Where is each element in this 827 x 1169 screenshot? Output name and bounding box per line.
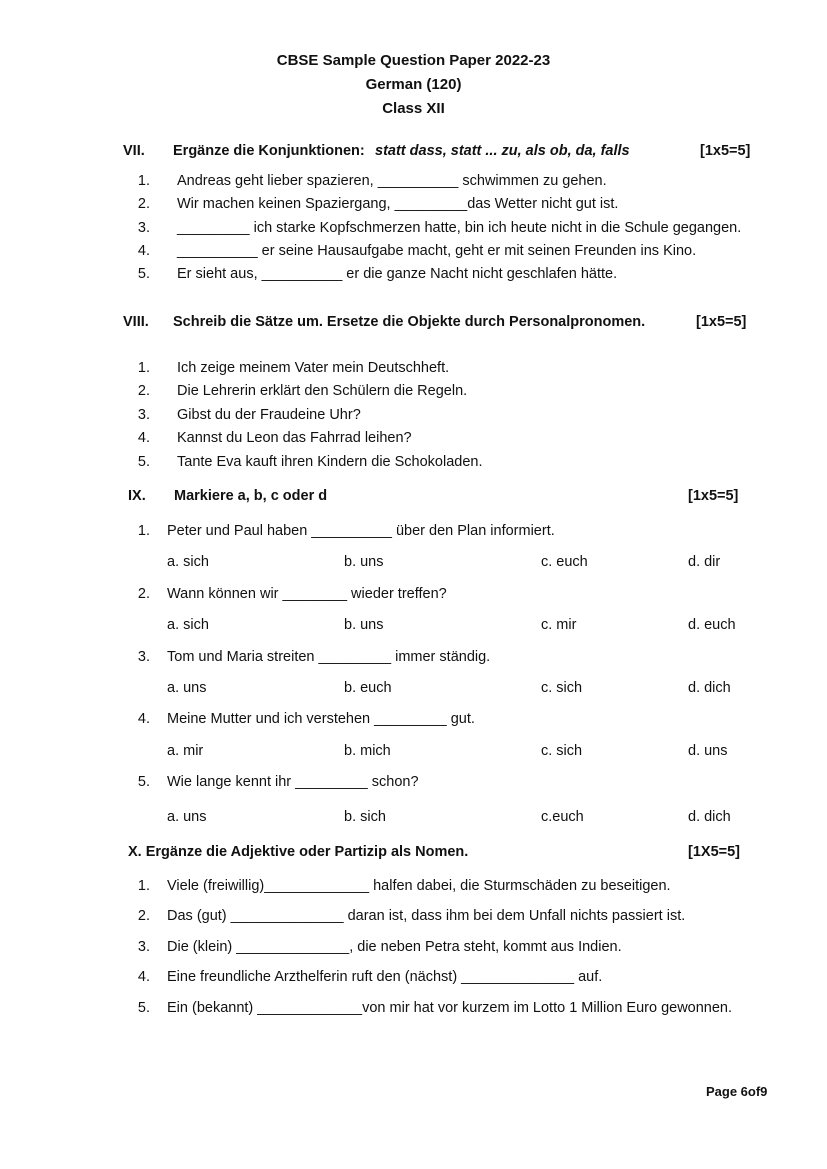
item-text: Kannst du Leon das Fahrrad leihen? bbox=[177, 430, 412, 446]
item-text: Er sieht aus, __________ er die ganze Nacht nicht geschlafen hätte. bbox=[177, 266, 618, 282]
question-text: Peter und Paul haben __________ über den Plan informiert. bbox=[167, 523, 555, 539]
item-text: Wir machen keinen Spaziergang, _________das Wetter nicht gut ist. bbox=[177, 196, 619, 212]
item-text: __________ er seine Hausaufgabe macht, geht er mit seinen Freunden ins Kino. bbox=[177, 243, 697, 259]
option-b: b. sich bbox=[344, 809, 386, 825]
item-number: 3. bbox=[137, 939, 150, 955]
option-b: b. uns bbox=[344, 554, 384, 570]
item-number: 2. bbox=[137, 383, 150, 399]
question-text: Wie lange kennt ihr _________ schon? bbox=[167, 774, 419, 790]
question-number: 3. bbox=[137, 649, 150, 665]
option-a: a. sich bbox=[167, 617, 209, 633]
item-number: 4. bbox=[137, 430, 150, 446]
item-text: Ich zeige meinem Vater mein Deutschheft. bbox=[177, 360, 450, 376]
section-7-number: VII. bbox=[123, 143, 145, 159]
item-number: 4. bbox=[137, 243, 150, 259]
section-8-number: VIII. bbox=[123, 314, 149, 330]
page-number: Page 6of9 bbox=[706, 1084, 768, 1099]
item-number: 4. bbox=[137, 969, 150, 985]
item-number: 1. bbox=[137, 173, 150, 189]
section-8-instruction: Schreib die Sätze um. Ersetze die Objekte durch Personalpronomen. bbox=[173, 314, 646, 330]
section-10-heading: X. Ergänze die Adjektive oder Partizip als Nomen. bbox=[128, 844, 469, 860]
paper-class: Class XII bbox=[382, 100, 445, 117]
item-text: Eine freundliche Arzthelferin ruft den (nächst) ______________ auf. bbox=[167, 969, 603, 985]
section-9-instruction: Markiere a, b, c oder d bbox=[174, 488, 328, 504]
option-c: c. euch bbox=[541, 554, 588, 570]
item-number: 2. bbox=[137, 908, 150, 924]
paper-subject: German (120) bbox=[365, 76, 462, 93]
section-9-number: IX. bbox=[128, 488, 146, 504]
section-9-marks: [1x5=5] bbox=[688, 488, 739, 504]
section-7-marks: [1x5=5] bbox=[700, 143, 751, 159]
option-b: b. euch bbox=[344, 680, 392, 696]
item-number: 5. bbox=[137, 454, 150, 470]
question-number: 1. bbox=[137, 523, 150, 539]
item-text: Das (gut) ______________ daran ist, dass ihm bei dem Unfall nichts passiert ist. bbox=[167, 908, 686, 924]
question-number: 2. bbox=[137, 586, 150, 602]
question-text: Tom und Maria streiten _________ immer ständig. bbox=[167, 649, 491, 665]
item-number: 3. bbox=[137, 407, 150, 423]
question-text: Wann können wir ________ wieder treffen? bbox=[167, 586, 447, 602]
option-a: a. mir bbox=[167, 743, 204, 759]
option-c: c. sich bbox=[541, 743, 583, 759]
option-a: a. sich bbox=[167, 554, 209, 570]
item-number: 1. bbox=[137, 878, 150, 894]
item-text: Die Lehrerin erklärt den Schülern die Regeln. bbox=[177, 383, 468, 399]
item-text: Die (klein) ______________, die neben Petra steht, kommt aus Indien. bbox=[167, 939, 622, 955]
section-8-marks: [1x5=5] bbox=[696, 314, 747, 330]
item-text: _________ ich starke Kopfschmerzen hatte, bin ich heute nicht in die Schule gegangen. bbox=[177, 220, 742, 236]
section-10-marks: [1X5=5] bbox=[688, 844, 740, 860]
item-text: Viele (freiwillig)_____________ halfen dabei, die Sturmschäden zu beseitigen. bbox=[167, 878, 671, 894]
option-b: b. uns bbox=[344, 617, 384, 633]
item-text: Tante Eva kauft ihren Kindern die Schokoladen. bbox=[177, 454, 483, 470]
option-d: d. uns bbox=[688, 743, 728, 759]
paper-title: CBSE Sample Question Paper 2022-23 bbox=[276, 52, 551, 69]
question-number: 4. bbox=[137, 711, 150, 727]
item-number: 2. bbox=[137, 196, 150, 212]
question-number: 5. bbox=[137, 774, 150, 790]
question-text: Meine Mutter und ich verstehen _________ gut. bbox=[167, 711, 475, 727]
option-a: a. uns bbox=[167, 680, 207, 696]
item-number: 1. bbox=[137, 360, 150, 376]
item-text: Andreas geht lieber spazieren, __________ schwimmen zu gehen. bbox=[177, 173, 607, 189]
item-number: 3. bbox=[137, 220, 150, 236]
option-d: d. dich bbox=[688, 680, 731, 696]
option-d: d. dir bbox=[688, 554, 721, 570]
item-number: 5. bbox=[137, 1000, 150, 1016]
option-d: d. dich bbox=[688, 809, 731, 825]
option-c: c. sich bbox=[541, 680, 583, 696]
section-7-instruction: Ergänze die Konjunktionen: bbox=[173, 143, 365, 159]
option-a: a. uns bbox=[167, 809, 207, 825]
item-number: 5. bbox=[137, 266, 150, 282]
option-d: d. euch bbox=[688, 617, 736, 633]
item-text: Gibst du der Fraudeine Uhr? bbox=[177, 407, 361, 423]
option-c: c. mir bbox=[541, 617, 577, 633]
section-7-options: statt dass, statt ... zu, als ob, da, falls bbox=[375, 143, 630, 159]
item-text: Ein (bekannt) _____________von mir hat vor kurzem im Lotto 1 Million Euro gewonnen. bbox=[167, 1000, 733, 1016]
option-b: b. mich bbox=[344, 743, 391, 759]
option-c: c.euch bbox=[541, 809, 584, 825]
